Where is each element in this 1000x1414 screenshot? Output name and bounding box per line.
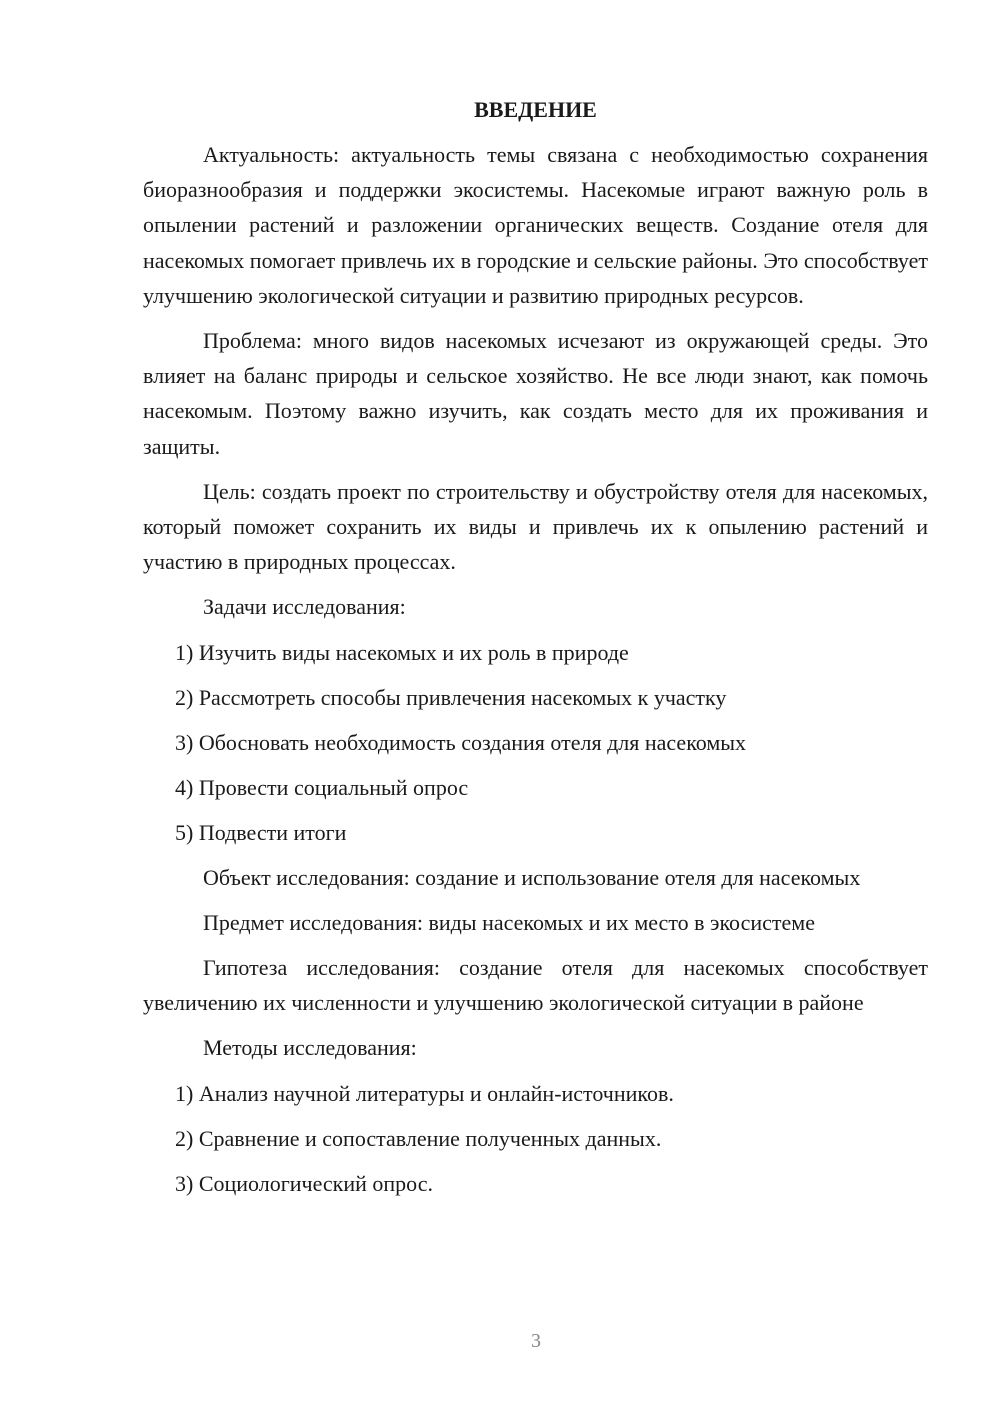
methods-heading: Методы исследования: bbox=[203, 1035, 417, 1061]
list-item: 3) Обосновать необходимость создания отеля для насекомых bbox=[175, 729, 747, 755]
page-title: ВВЕДЕНИЕ bbox=[474, 97, 597, 122]
object-paragraph: Объект исследования: создание и использование отеля для насекомых bbox=[203, 864, 861, 890]
list-item: 1) Изучить виды насекомых и их роль в природе bbox=[175, 639, 629, 665]
goal-paragraph: Цель: создать проект по строительству и обустройству отеля для насекомых, который поможет сохранить их виды и привлечь их к опылению растений и участию в природных процессах. bbox=[143, 478, 928, 575]
list-item: 3) Социологический опрос. bbox=[175, 1170, 433, 1196]
problem-paragraph: Проблема: много видов насекомых исчезают из окружающей среды. Это влияет на баланс природы и сельское хозяйство. Не все люди знают, как помочь насекомым. Поэтому важно изучить, как создать место для их проживания и защиты. bbox=[143, 328, 928, 459]
list-item: 2) Сравнение и сопоставление полученных данных. bbox=[175, 1125, 662, 1151]
relevance-paragraph: Актуальность: актуальность темы связана с необходимостью сохранения биоразнообразия и поддержки экосистемы. Насекомые играют важную роль в опылении растений и разложении органических веществ. Создание отеля для насекомых помогает привлечь их в городские и сельские районы. Это способствует улучшению экологической ситуации и развитию природных ресурсов. bbox=[143, 142, 928, 308]
list-item: 1) Анализ научной литературы и онлайн-источников. bbox=[175, 1080, 674, 1106]
list-item: 2) Рассмотреть способы привлечения насекомых к участку bbox=[175, 684, 727, 710]
subject-paragraph: Предмет исследования: виды насекомых и их место в экосистеме bbox=[203, 909, 815, 935]
list-item: 5) Подвести итоги bbox=[175, 819, 347, 845]
document-page bbox=[143, 92, 928, 1211]
page-number: 3 bbox=[531, 1330, 541, 1352]
tasks-heading: Задачи исследования: bbox=[203, 594, 406, 620]
tasks-list bbox=[143, 635, 928, 850]
methods-list bbox=[143, 1076, 928, 1201]
hypothesis-paragraph: Гипотеза исследования: создание отеля для насекомых способствует увеличению их численности и улучшению экологической ситуации в районе bbox=[143, 955, 928, 1016]
list-item: 4) Провести социальный опрос bbox=[175, 774, 469, 800]
